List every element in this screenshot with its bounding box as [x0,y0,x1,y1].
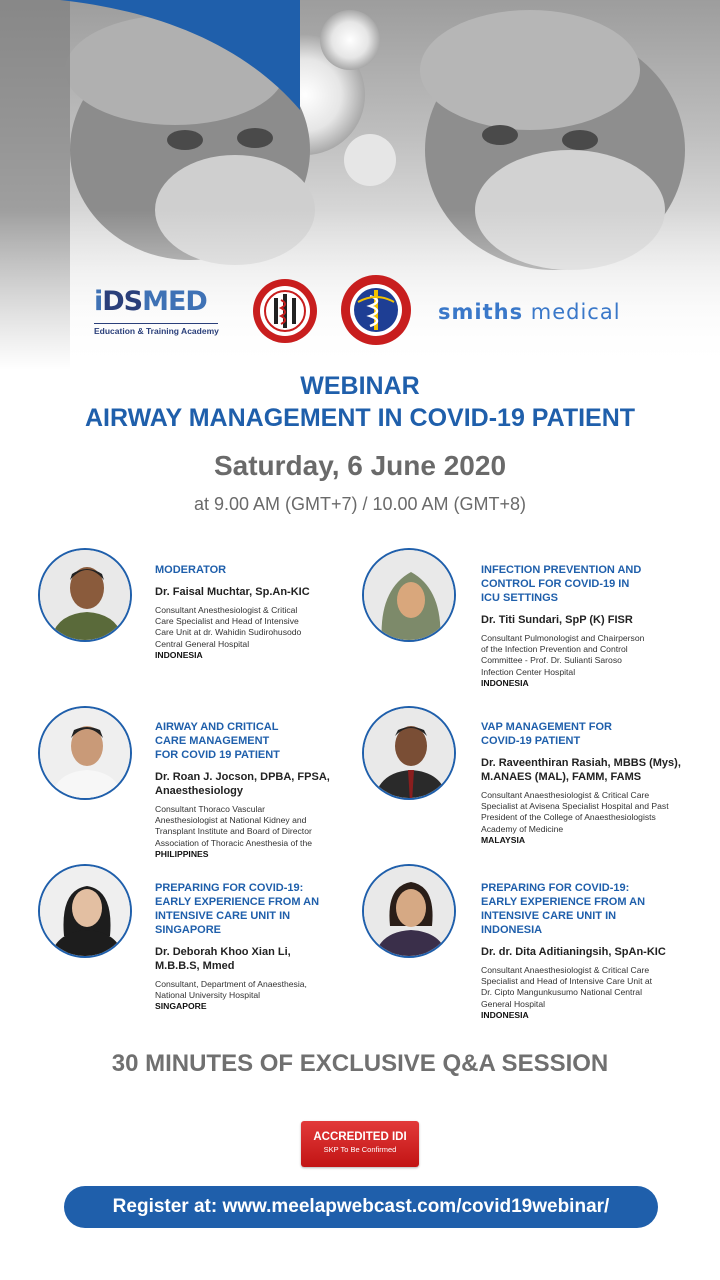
idsmed-subtitle: Education & Training Academy [94,323,218,336]
speaker-country: MALAYSIA [481,834,526,845]
webinar-title: AIRWAY MANAGEMENT IN COVID-19 PATIENT [84,404,636,432]
speaker-topic: AIRWAY AND CRITICAL CARE MANAGEMENT FOR COVID 19 PATIENT [155,721,280,761]
speaker-name: Dr. Faisal Muchtar, Sp.An-KIC [155,586,310,598]
event-time: at 9.00 AM (GMT+7) / 10.00 AM (GMT+8) [193,494,527,514]
webinar-label: WEBINAR [300,372,420,400]
idsmed-suffix: MED [142,286,207,317]
speaker-country: INDONESIA [155,649,203,660]
speaker-country: SINGAPORE [155,1001,207,1012]
smiths-word: smiths [438,300,524,324]
event-date: Saturday, 6 June 2020 [213,450,507,481]
speaker-photo [38,548,132,642]
accredited-sublabel: SKP To Be Confirmed [323,1145,397,1154]
register-link-button[interactable]: Register at: www.meelapwebcast.com/covid19webinar/ [64,1186,658,1228]
speaker-photo [362,706,456,800]
perdatin-seal-icon [340,274,412,346]
speaker-name: Dr. Roan J. Jocson, DPBA, FPSA, Anaesthesiology [155,771,330,797]
accredited-label: ACCREDITED IDI [313,1131,407,1143]
medical-word: medical [530,300,621,324]
speaker-topic: VAP MANAGEMENT FOR COVID-19 PATIENT [481,721,612,747]
speaker-photo [38,706,132,800]
qa-session-banner: 30 MINUTES OF EXCLUSIVE Q&A SESSION [111,1050,609,1077]
speaker-photo [38,864,132,958]
speaker-description: Consultant Anaesthesiologist & Critical Care Specialist at Avisena Specialist Hospital and Past President of the College of Anaesthesiologists Academy of Medicine [481,790,669,834]
speaker-description: Consultant Anesthesiologist & Critical Care Specialist and Head of Intensive Care Unit at dr. Wahidin Sudirohusodo Central General Hospital [155,605,302,649]
speaker-description: Consultant, Department of Anaesthesia, National University Hospital [155,979,307,1001]
speaker-country: INDONESIA [481,677,529,688]
speaker-name: Dr. Raveenthiran Rasiah, MBBS (Mys), M.ANAES (MAL), FAMM, FAMS [481,757,681,783]
speaker-photo [362,548,456,642]
idi-seal-icon [252,278,318,344]
sponsor-logos [0,270,720,360]
speaker-photo [362,864,456,958]
speaker-name: Dr. Deborah Khoo Xian Li, M.B.B.S, Mmed [155,946,291,972]
idsmed-mid: DS [102,286,143,317]
speaker-description: Consultant Thoraco Vascular Anesthesiologist at National Kidney and Transplant Institute and Board of Director Association of Thoracic Anesthesia of the [155,804,313,848]
speaker-topic: PREPARING FOR COVID-19: EARLY EXPERIENCE FROM AN INTENSIVE CARE UNIT IN INDONESIA [481,882,646,936]
speaker-topic: MODERATOR [155,564,227,576]
idsmed-logo [94,286,218,340]
idsmed-prefix: i [94,286,103,317]
speaker-name: Dr. Titi Sundari, SpP (K) FISR [481,614,633,626]
speaker-description: Consultant Pulmonologist and Chairperson of the Infection Prevention and Control Committee - Prof. Dr. Sulianti Saroso Infection Center Hospital [481,633,645,677]
accredited-idi-badge [301,1121,419,1167]
speaker-country: PHILIPPINES [155,848,209,859]
speaker-country: INDONESIA [481,1009,529,1020]
blue-corner-swoosh [0,0,300,130]
speaker-name: Dr. dr. Dita Aditianingsih, SpAn-KIC [481,946,666,958]
speaker-description: Consultant Anaesthesiologist & Critical Care Specialist and Head of Intensive Care Unit at Dr. Cipto Mangunkusumo National Central General Hospital [481,965,653,1009]
smiths-medical-logo [438,300,621,324]
speaker-topic: PREPARING FOR COVID-19: EARLY EXPERIENCE FROM AN INTENSIVE CARE UNIT IN SINGAPORE [155,882,320,936]
speaker-topic: INFECTION PREVENTION AND CONTROL FOR COVID-19 IN ICU SETTINGS [481,564,642,604]
